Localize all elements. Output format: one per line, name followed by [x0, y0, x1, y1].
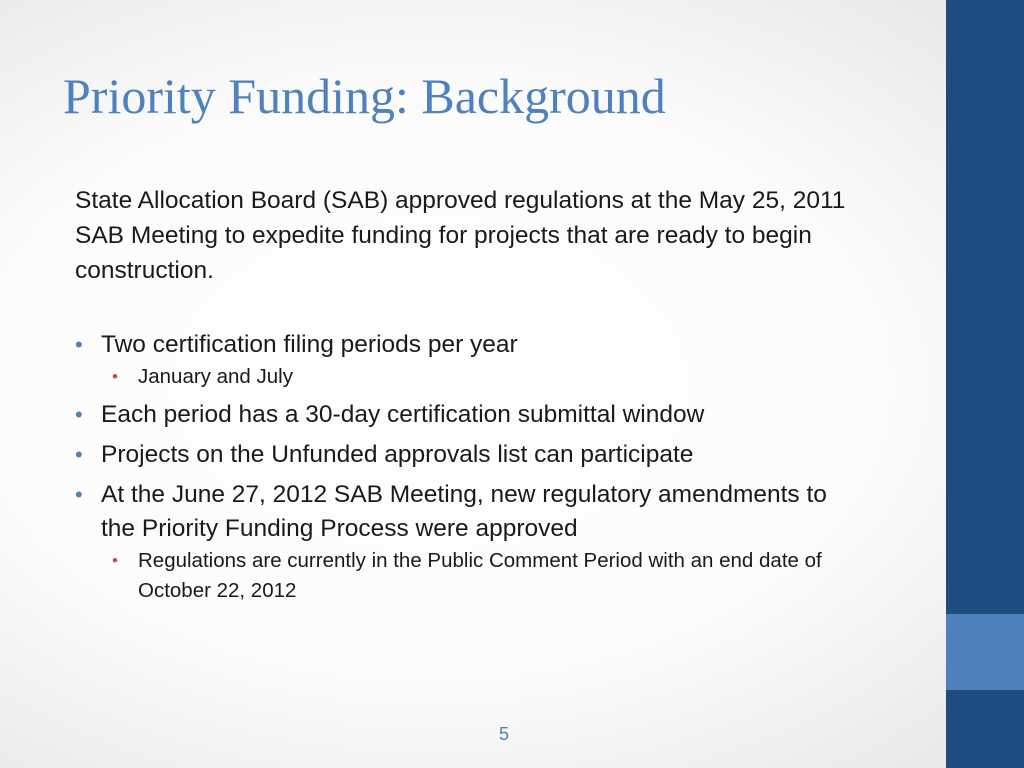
sub-bullet-icon: •: [112, 367, 118, 386]
slide-title: Priority Funding: Background: [63, 68, 666, 124]
bullet-text: Projects on the Unfunded approvals list can participate: [101, 441, 694, 468]
page-number: 5: [498, 724, 509, 744]
sub-bullet-list: [101, 546, 865, 606]
bullet-text: Two certification filing periods per year: [101, 331, 518, 358]
bullet-icon: •: [75, 482, 83, 507]
bullet-item: [75, 478, 865, 606]
bullet-text: At the June 27, 2012 SAB Meeting, new regulatory amendments to the Priority Funding Process were approved: [101, 481, 827, 542]
sub-bullet-item: [106, 546, 865, 606]
intro-paragraph: State Allocation Board (SAB) approved regulations at the May 25, 2011 SAB Meeting to expedite funding for projects that are ready to begin construction.: [75, 187, 846, 284]
bullet-item: [75, 328, 865, 392]
slide-body: [75, 183, 865, 612]
sub-bullet-text: Regulations are currently in the Public Comment Period with an end date of October 22, 2012: [138, 549, 822, 602]
sub-bullet-icon: •: [112, 551, 118, 570]
sub-bullet-list: [101, 362, 865, 392]
bullet-icon: •: [75, 332, 83, 357]
sub-bullet-text: January and July: [138, 365, 293, 388]
bullet-icon: •: [75, 442, 83, 467]
sidebar-accent-block: [946, 614, 1024, 690]
bullet-icon: •: [75, 402, 83, 427]
bullet-item: [75, 438, 865, 472]
sub-bullet-item: [106, 362, 865, 392]
bullet-list: [75, 328, 865, 606]
bullet-item: [75, 398, 865, 432]
bullet-text: Each period has a 30-day certification submittal window: [101, 401, 705, 428]
